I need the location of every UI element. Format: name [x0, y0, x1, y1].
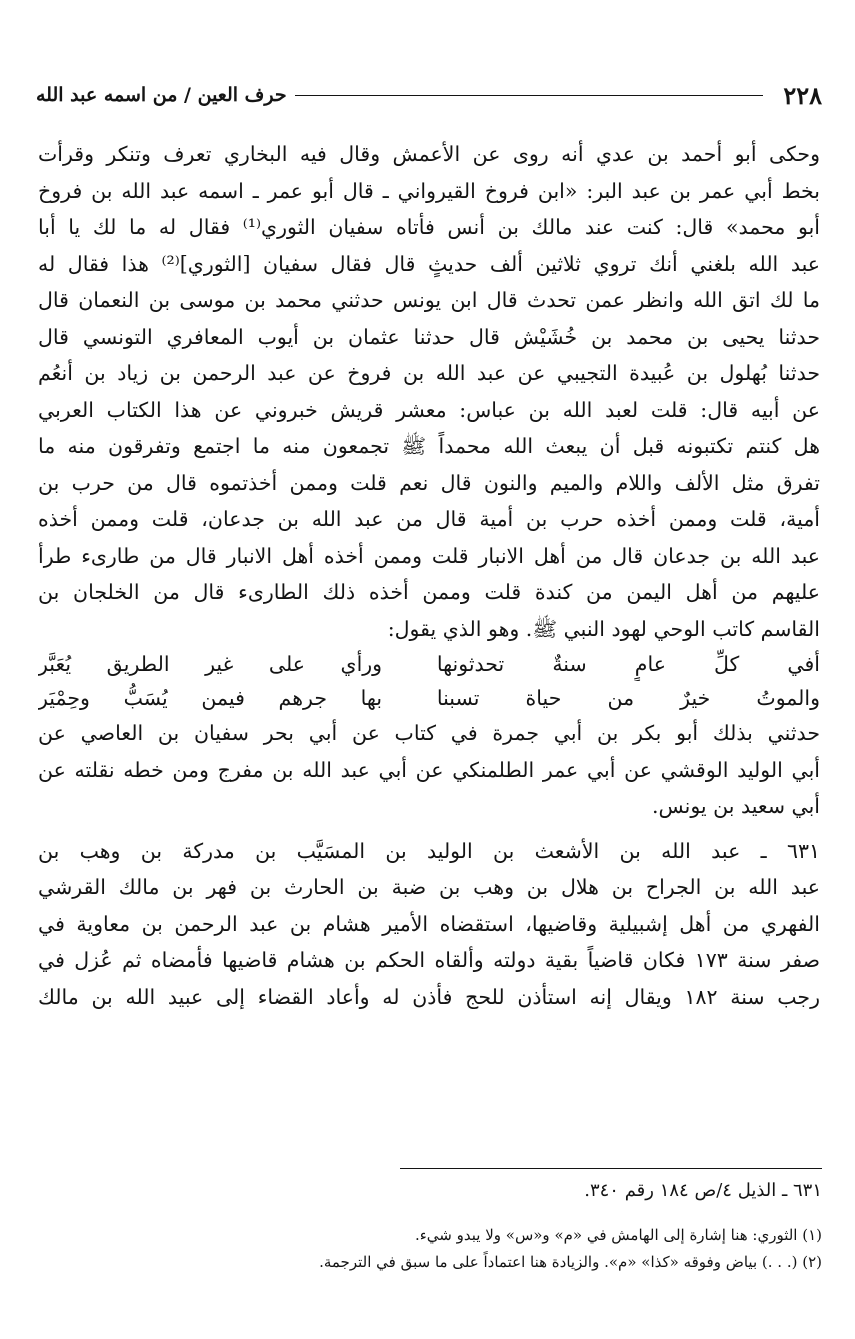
text-line: وحكى أبو أحمد بن عدي أنه روى عن الأعمش وقال فيه البخاري تعرف وتنكر وقرأت: [38, 142, 820, 166]
page-number: ٢٢٨: [783, 80, 822, 110]
text-line: تفرق مثل الألف واللام والميم والنون قال نعم قلت وممن أخذتموه قال من حرب بن: [38, 470, 820, 495]
text-line: حدثنا بُهلول بن عُبيدة التجيبي عن عبد الله بن فروخ عن عبد الرحمن بن زياد بن أنعُم: [38, 361, 820, 385]
header-rule: [295, 95, 764, 96]
running-title: حرف العين / من اسمه عبد الله: [36, 84, 287, 106]
footnote-2: (٢) (. . .) بياض وفوقه «كذا» «م». والزيادة هنا اعتماداً على ما سبق في الترجمة.: [319, 1253, 822, 1271]
text-line: عبد الله بلغني أنك تروي ثلاثين ألف حديثٍ قال فقال سفيان [الثوري]⁽²⁾ هذا فقال له: [38, 251, 820, 276]
footnote-rule: [400, 1168, 822, 1169]
poem-verse: [38, 681, 820, 715]
entry-line: رجب سنة ١٨٢ ويقال إنه استأذن للحج فأذن له وأعاد القضاء إلى عبيد الله بن مالك: [38, 984, 820, 1009]
text-line: أبو محمد» قال: كنت عند مالك بن أنس فأتاه سفيان الثوري⁽¹⁾ فقال له ما لك يا أبا: [38, 215, 820, 239]
verse-first-hemistich: والموتُ خيرٌ من حياة تسبنا: [436, 686, 820, 710]
text-line: حدثني بذلك أبو بكر بن أبي جمرة في كتاب عن أبي بحر سفيان بن العاصي عن: [38, 721, 820, 745]
text-line: ما لك اتق الله وانظر عمن تحدث قال ابن يونس حدثني محمد بن موسى بن النعمان قال: [38, 288, 820, 312]
verse-second-hemistich: بها جرهم فيمن يُسَبُّ وحِمْيَر: [38, 686, 383, 710]
verse-second-hemistich: ورأي على غير الطريق يُعَبَّر: [38, 652, 383, 676]
text-line: حدثنا يحيى بن محمد بن خُشَيْش قال حدثنا عثمان بن أيوب المعافري التونسي قال: [38, 324, 820, 349]
footnotes: [180, 1222, 822, 1276]
footnote-1: (١) الثوري: هنا إشارة إلى الهامش في «م» و«س» ولا يبدو شيء.: [414, 1226, 822, 1244]
entry-line: الفهري من أهل إشبيلية وقاضيها، استقضاه الأمير هشام بن عبد الرحمن بن معاوية في: [38, 911, 820, 936]
footnote-source: ٦٣١ ـ الذيل ٤/ص ١٨٤ رقم ٣٤٠.: [584, 1180, 822, 1201]
text-line: عن أبيه قال: قلت لعبد الله بن عباس: معشر قريش خبروني عن هذا الكتاب العربي: [38, 397, 820, 422]
text-line: عبد الله بن جدعان قال من أهل الانبار قلت وممن أخذه أهل الانبار قال من طارىء طرأ: [38, 543, 820, 568]
text-line: أمية، قلت وممن أخذه حرب بن أمية قال من عبد الله بن جدعان، قلت وممن أخذه: [38, 507, 820, 531]
poem: [38, 647, 820, 715]
text-line: أبي سعيد بن يونس.: [651, 794, 820, 818]
verse-first-hemistich: أفي كلِّ عامٍ سنةٌ تحدثونها: [436, 652, 820, 676]
text-line: عليهم من أهل اليمن من كندة قلت وممن أخذه ذلك الطارىء قال من الخلجان بن: [38, 580, 820, 604]
text-line: القاسم كاتب الوحي لهود النبي ﷺ. وهو الذي يقول:: [387, 616, 820, 641]
main-text: [38, 136, 820, 1015]
text-line: أبي الوليد الوقشي عن أبي عمر الطلمنكي عن أبي عبد الله بن مفرج ومن خطه نقلته عن: [38, 757, 820, 782]
entry-line: ٦٣١ ـ عبد الله بن الأشعث بن الوليد بن المسَيَّب بن مدركة بن وهب بن: [38, 838, 820, 863]
entry-separator: [38, 825, 820, 833]
entry-line: صفر سنة ١٧٣ فكان قاضياً بقية دولته وألقاه الحكم بن هشام قاضيها فأمضاه ثم عُزل في: [38, 948, 820, 972]
text-line: بخط أبي عمر بن عبد البر: «ابن فروخ القيرواني ـ قال أبو عمر ـ اسمه عبد الله بن فروخ: [38, 178, 820, 203]
entry-line: عبد الله بن الجراح بن هلال بن وهب بن ضبة بن الحارث بن فهر بن مالك القرشي: [38, 875, 820, 899]
text-line: هل كنتم تكتبونه قبل أن يبعث الله محمداً ﷺ تجمعون منه ما اجتمع وتفرقون منه ما: [38, 434, 820, 458]
poem-verse: [38, 647, 820, 681]
page-header: [36, 78, 822, 112]
